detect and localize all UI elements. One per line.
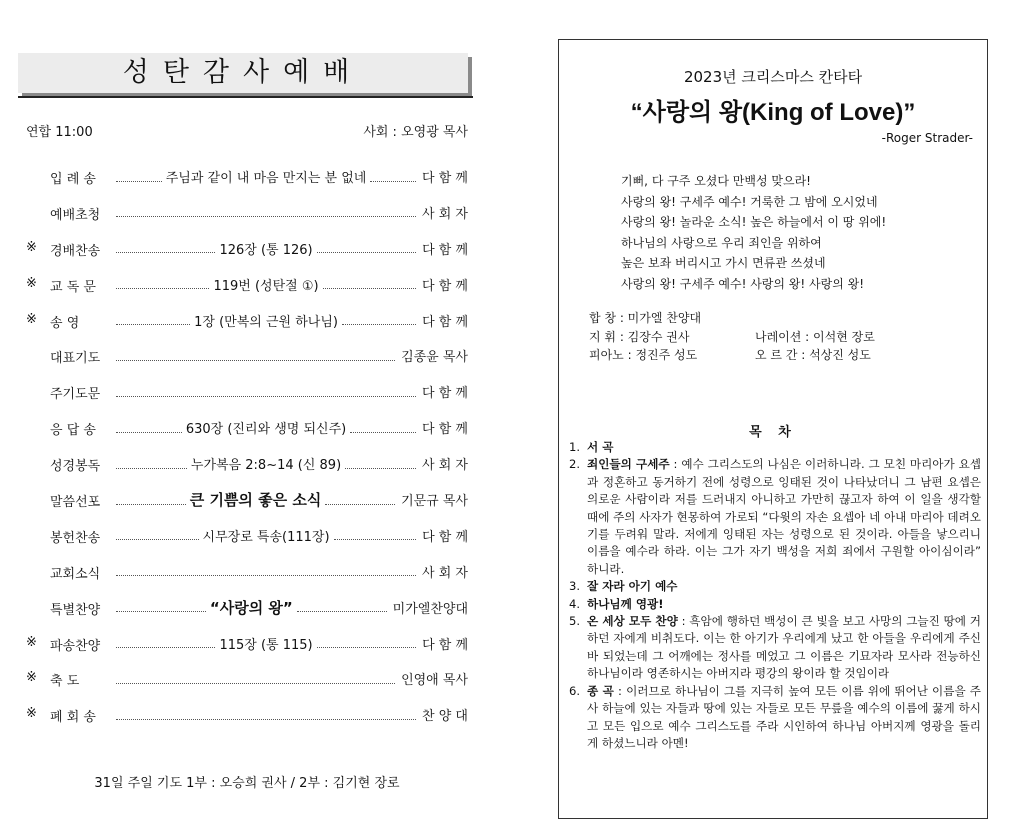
cantata-title: 2023년 크리스마스 칸타타	[683, 68, 863, 86]
toc-number: 2.	[569, 457, 581, 472]
toc-title: 하나님께 영광!	[587, 596, 664, 611]
toc-item	[569, 439, 981, 456]
order-row	[26, 527, 468, 563]
order-item-content: 누가복음 2:8~14 (신 89)	[190, 458, 342, 474]
lyric-line: 사랑의 왕! 구세주 예수! 거룩한 그 밤에 오시었네	[621, 194, 878, 209]
order-item-content: 126장 (통 126)	[219, 242, 313, 258]
order-row	[26, 347, 468, 383]
order-row	[26, 491, 468, 527]
order-item-label: 교 독 문	[50, 279, 96, 295]
order-item-label: 경배찬송	[50, 243, 101, 259]
lyric-line: 기뻐, 다 구주 오셨다 만백성 맞으라!	[621, 174, 811, 188]
leader-dots	[323, 279, 416, 289]
order-item-leader: 다 함 께	[422, 242, 469, 258]
order-of-worship	[26, 168, 468, 742]
order-item-label: 주기도문	[50, 387, 101, 403]
order-item-content: 주님과 같이 내 마음 만지는 분 없네	[165, 171, 367, 186]
order-item-label: 예배초청	[50, 207, 101, 223]
order-item-content: 큰 기쁨의 좋은 소식	[189, 491, 322, 510]
order-item-content: 119번 (성탄절 ①)	[213, 278, 319, 294]
order-item-leader: 찬 양 대	[422, 709, 468, 725]
credit-left: 피아노 : 정진주 성도	[589, 348, 698, 362]
order-item-leader: 다 함 께	[422, 314, 469, 330]
order-item-leader: 사 회 자	[422, 206, 468, 222]
order-item-label: 파송찬양	[50, 638, 101, 654]
credit-right: 오 르 간 : 석상진 성도	[755, 348, 871, 362]
leader-dots	[116, 495, 186, 505]
toc-item	[569, 596, 981, 613]
leader-dots	[116, 387, 416, 397]
lyric-line: 사랑의 왕! 놀라운 소식! 높은 하늘에서 이 땅 위에!	[621, 215, 887, 229]
leader-dots	[116, 315, 190, 325]
cantata-name: “사랑의 왕(King of Love)”	[630, 99, 916, 126]
toc-text: : 흑암에 행하던 백성이 큰 빛을 보고 사망의 그늘진 땅에 거하던 자에게 비취도다. 이는 한 아기가 우리에게 났고 한 아들을 우리에게 주신 바 되었는데 그 어깨에는 정사를 메었고 그 이름은 기묘자라 모사라 전능하신 하나님이라 영존하시는 아버지라 평강의 왕이라 할 것임이라	[587, 614, 981, 681]
presider: 사회 : 오영광 목사	[363, 125, 468, 140]
required-standing-mark: ※	[26, 311, 37, 327]
order-row	[26, 455, 468, 491]
order-item-label: 축 도	[50, 674, 80, 690]
toc-title: 종 곡	[587, 683, 614, 698]
order-row	[26, 383, 468, 419]
order-item-leader: 인영애 목사	[401, 673, 468, 689]
leader-dots	[345, 459, 416, 469]
order-item-leader: 사 회 자	[422, 458, 468, 474]
toc-title: 잘 자라 아기 예수	[587, 579, 678, 594]
leader-dots	[116, 638, 215, 648]
toc-item	[569, 683, 981, 753]
toc-text: : 이러므로 하나님이 그를 지극히 높여 모든 이름 위에 뛰어난 이름을 주사 하늘에 있는 자들과 땅에 있는 자들로 모든 무릎을 예수의 이름에 꿇게 하시고 모든 입으로 예수 그리스도를 주라 시인하여 하나님 아버지께 영광을 돌리게 하셨느니라 아멘!	[587, 683, 981, 750]
order-item-leader: 다 함 께	[422, 637, 469, 653]
credit-left: 합 창 : 미가엘 찬양대	[589, 311, 702, 325]
cantata-panel	[558, 39, 988, 819]
lyric-line: 사랑의 왕! 구세주 예수! 사랑의 왕! 사랑의 왕!	[621, 276, 865, 291]
order-row	[26, 312, 468, 348]
order-item-leader: 다 함 께	[422, 386, 468, 402]
order-row	[26, 168, 468, 204]
toc-item	[569, 456, 981, 578]
order-item-label: 대표기도	[50, 351, 101, 367]
service-title: 성탄감사예배	[122, 57, 364, 88]
order-item-content: 시무장로 특송(111장)	[202, 529, 330, 545]
order-row	[26, 599, 468, 635]
order-item-leader: 기문규 목사	[401, 494, 468, 510]
prayer-footer: 31일 주일 기도 1부 : 오승희 권사 / 2부 : 김기현 장로	[94, 776, 400, 791]
leader-dots	[116, 279, 209, 289]
toc-heading: 목 차	[749, 425, 797, 440]
order-row	[26, 706, 468, 742]
order-item-label: 송 영	[50, 315, 80, 331]
leader-dots	[342, 315, 416, 325]
order-item-label: 폐 회 송	[50, 710, 96, 726]
required-standing-mark: ※	[26, 634, 37, 650]
required-standing-mark: ※	[26, 670, 37, 686]
credits	[589, 309, 875, 365]
leader-dots	[116, 674, 395, 684]
toc-text: : 예수 그리스도의 나심은 이러하니라. 그 모친 마리아가 요셉과 정혼하고 동거하기 전에 성령으로 잉태된 것이 나타났더니 그 남편 요셉은 의로운 사람이라 저를 드러내지 아니하고 가만히 끊고자 하여 이 일을 생각할 때에 주의 사자가 현몽하여 가로되 “다윗의 자손 요셉아 네 아내 마리아 데려오기를 두려워 말라. 저에게 잉태된 자는 성령으로 된 것이라. 아들을 낳으리니 이름을 예수라 하라. 이는 그가 자기 백성을 저희 죄에서 구원할 아이심이라” 하니라.	[587, 457, 981, 576]
order-item-label: 봉헌찬송	[50, 530, 101, 546]
order-row	[26, 635, 468, 671]
leader-dots	[116, 172, 162, 182]
order-item-leader: 다 함 께	[422, 171, 468, 186]
toc-title: 온 세상 모두 찬양	[587, 614, 678, 629]
leader-dots	[350, 423, 416, 433]
lyric-line: 하나님의 사랑으로 우리 죄인을 위하여	[621, 235, 822, 250]
lyrics	[621, 171, 886, 294]
order-row	[26, 204, 468, 240]
leader-dots	[116, 351, 395, 361]
credit-row	[589, 309, 701, 328]
order-item-content: “사랑의 왕”	[209, 598, 293, 617]
toc-title: 서 곡	[587, 440, 614, 454]
order-item-label: 성경봉독	[50, 459, 101, 475]
order-item-leader: 다 함 께	[422, 529, 469, 545]
leader-dots	[116, 566, 416, 576]
leader-dots	[370, 172, 416, 182]
leader-dots	[116, 710, 416, 720]
order-item-leader: 사 회 자	[422, 565, 468, 581]
leader-dots	[116, 530, 199, 540]
service-time: 연합 11:00	[26, 125, 93, 140]
order-item-leader: 미가엘찬양대	[392, 601, 469, 617]
credit-row	[589, 346, 871, 365]
toc-number: 1.	[569, 440, 581, 454]
toc-title: 죄인들의 구세주	[587, 457, 670, 472]
order-item-label: 교회소식	[50, 566, 101, 582]
leader-dots	[317, 638, 416, 648]
order-item-label: 입 례 송	[50, 172, 96, 187]
composer: -Roger Strader-	[881, 131, 973, 145]
toc-number: 3.	[569, 579, 581, 594]
order-item-leader: 다 함 께	[422, 278, 468, 294]
order-row	[26, 419, 468, 455]
toc-number: 5.	[569, 614, 581, 629]
order-row	[26, 563, 468, 599]
leader-dots	[297, 602, 387, 612]
order-item-leader: 다 함 께	[422, 422, 468, 438]
order-row	[26, 240, 468, 276]
order-row	[26, 276, 468, 312]
order-item-content: 630장 (진리와 생명 되신주)	[185, 422, 347, 438]
order-item-label: 특별찬양	[50, 602, 101, 618]
leader-dots	[325, 495, 395, 505]
credit-left: 지 휘 : 김장수 권사	[589, 329, 690, 344]
toc-item	[569, 578, 981, 595]
order-item-label: 응 답 송	[50, 423, 96, 439]
leader-dots	[116, 243, 215, 253]
title-divider	[18, 96, 473, 98]
required-standing-mark: ※	[26, 239, 37, 255]
leader-dots	[116, 207, 416, 217]
leader-dots	[116, 459, 187, 469]
order-item-content: 1장 (만복의 근원 하나님)	[194, 314, 338, 330]
required-standing-mark: ※	[26, 275, 37, 291]
order-item-content: 115장 (통 115)	[219, 637, 313, 653]
leader-dots	[334, 530, 417, 540]
table-of-contents	[569, 439, 981, 752]
lyric-line: 높은 보좌 버리시고 가시 면류관 쓰셨네	[621, 256, 826, 270]
toc-number: 4.	[569, 596, 581, 611]
leader-dots	[116, 602, 206, 612]
leader-dots	[116, 423, 182, 433]
order-row	[26, 670, 468, 706]
toc-number: 6.	[569, 683, 581, 698]
leader-dots	[317, 243, 416, 253]
credit-row	[589, 328, 875, 347]
toc-item	[569, 613, 981, 683]
order-item-leader: 김종윤 목사	[401, 350, 468, 366]
credit-right: 나레이션 : 이석현 장로	[755, 329, 875, 344]
required-standing-mark: ※	[26, 706, 37, 722]
order-item-label: 말씀선포	[50, 495, 101, 511]
